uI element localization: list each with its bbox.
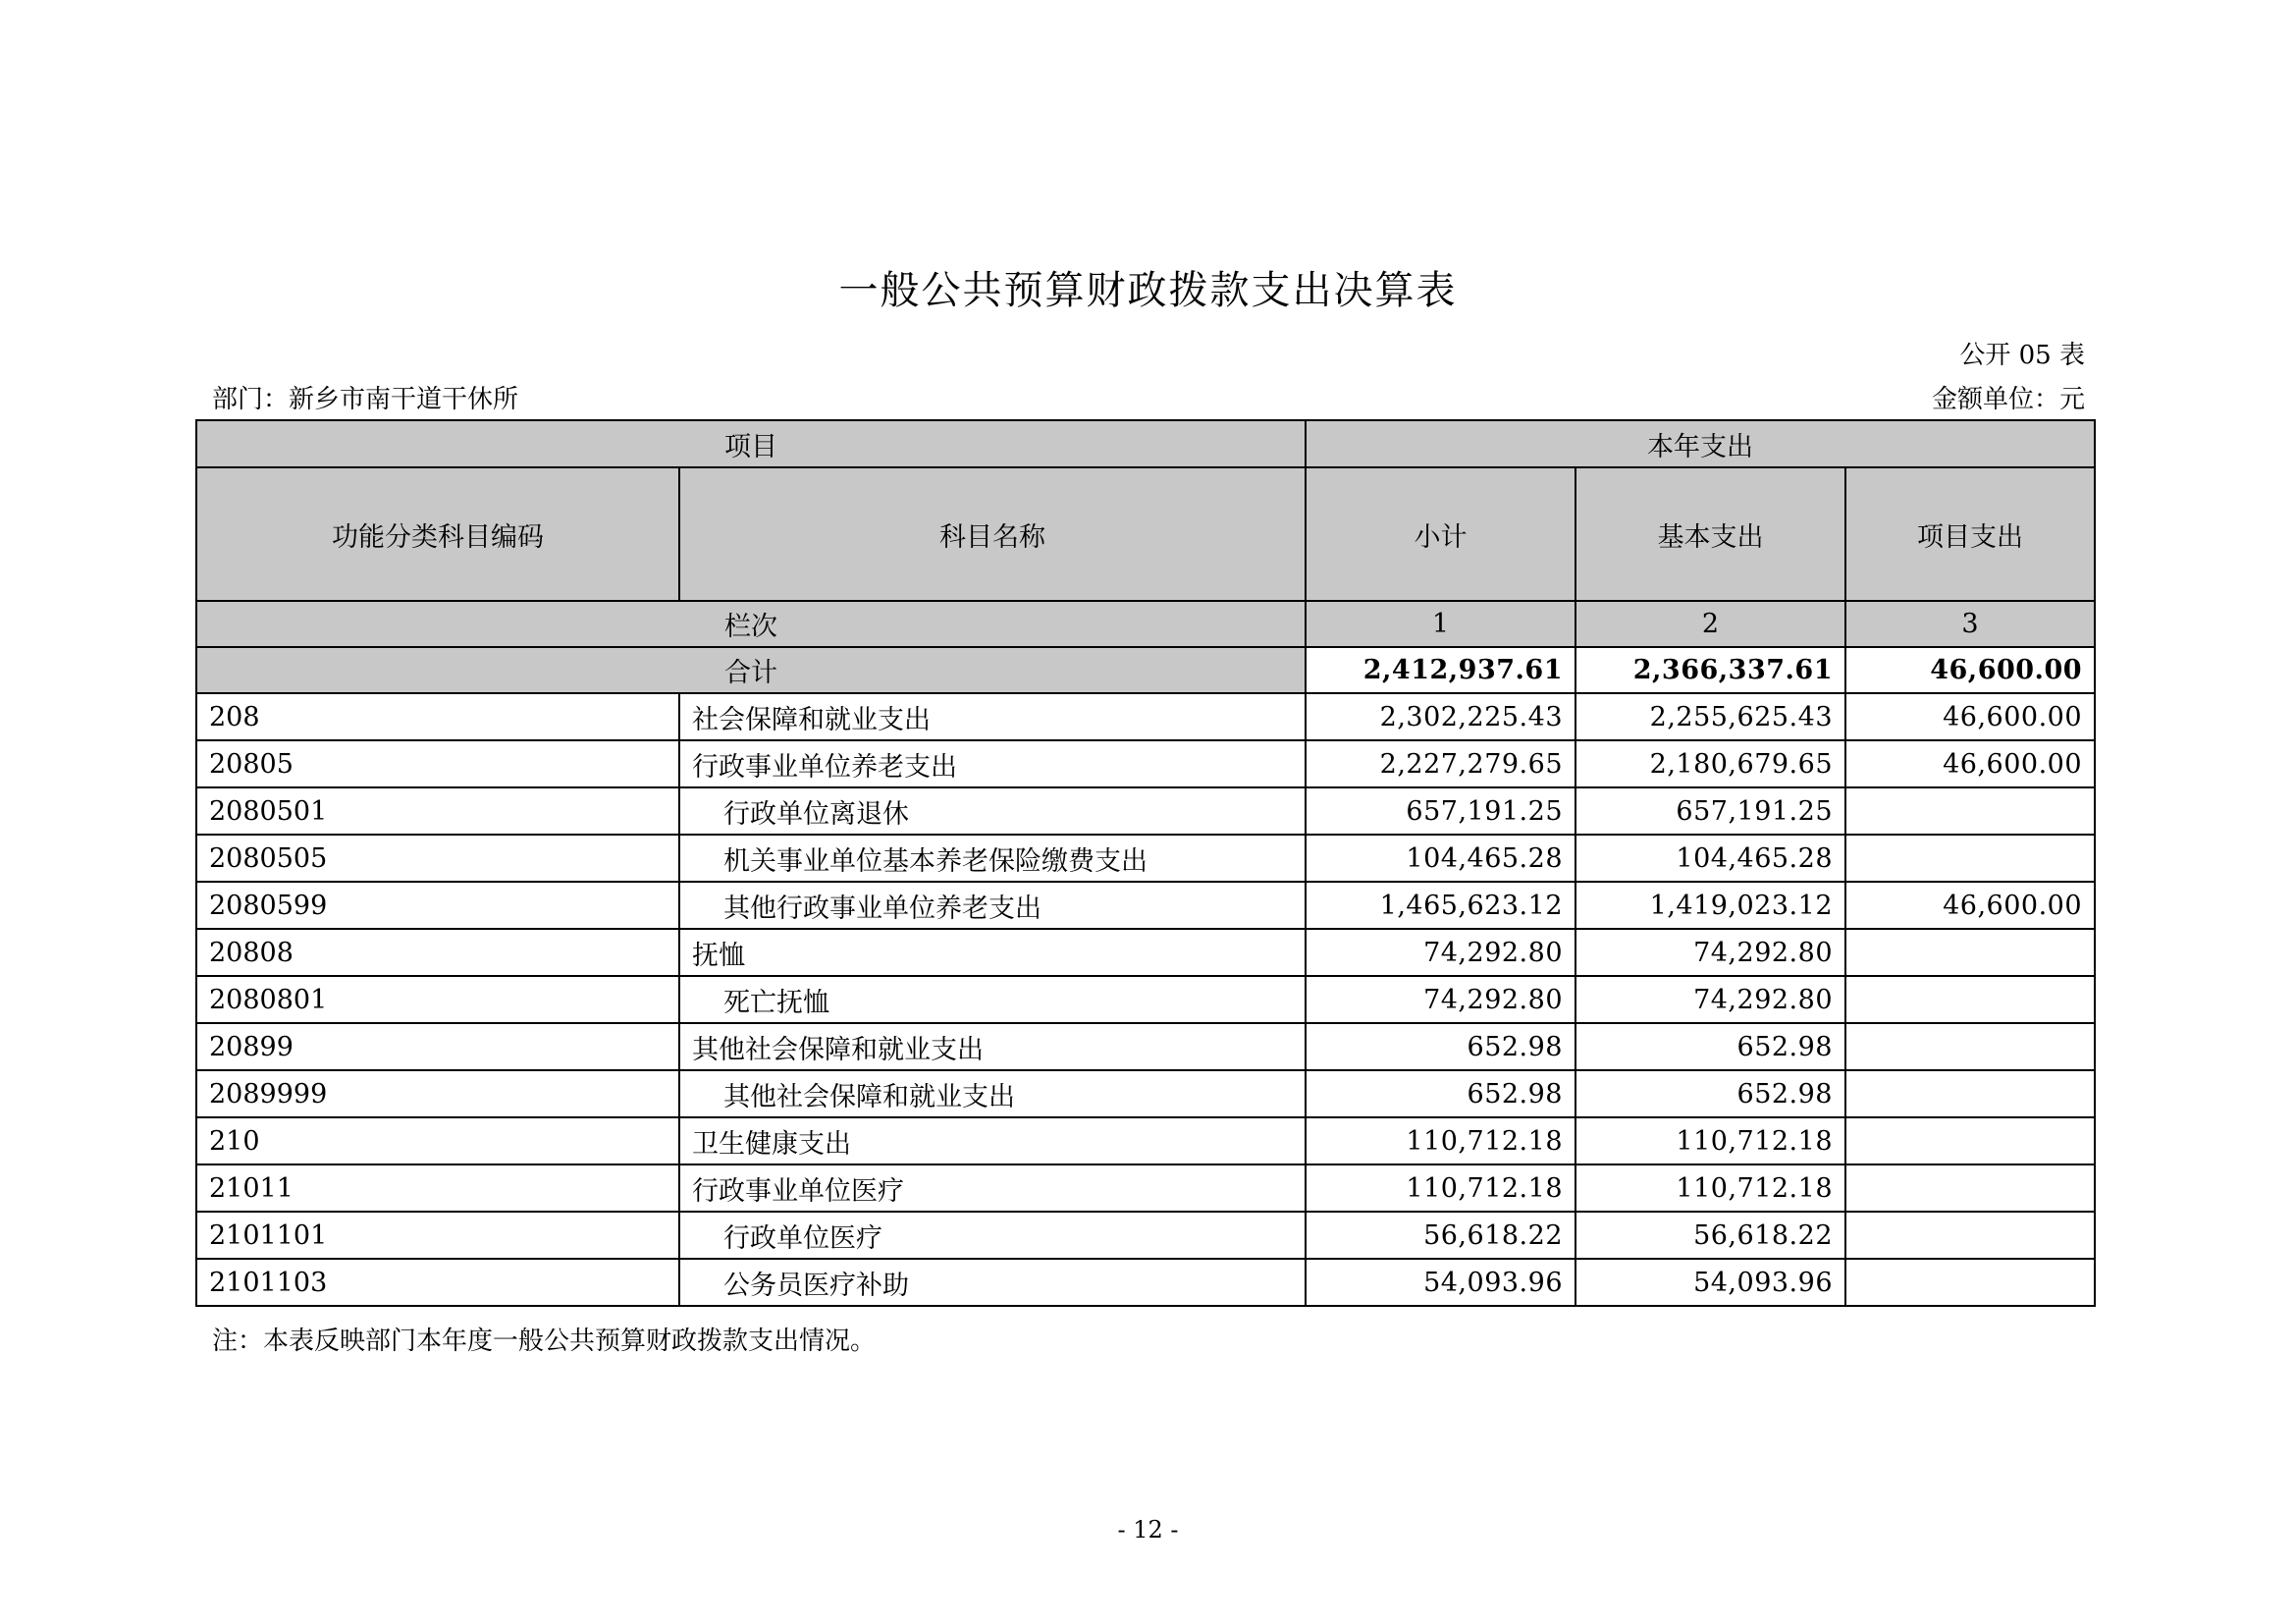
code-cell: 2080501: [196, 787, 679, 835]
basic-expenditure-cell: 104,465.28: [1575, 835, 1845, 882]
code-cell: 2080801: [196, 976, 679, 1023]
code-cell: 2080505: [196, 835, 679, 882]
project-expenditure-cell: 46,600.00: [1845, 693, 2095, 740]
code-cell: 20805: [196, 740, 679, 787]
code-cell: 208: [196, 693, 679, 740]
subject-name-cell: 其他社会保障和就业支出: [679, 1023, 1306, 1070]
department-label: 部门：新乡市南干道干休所: [212, 385, 519, 414]
subtotal-cell: 54,093.96: [1306, 1259, 1575, 1306]
code-cell: 20899: [196, 1023, 679, 1070]
table-row: [196, 929, 2095, 976]
project-expenditure-cell: [1845, 1212, 2095, 1259]
basic-expenditure-cell: 74,292.80: [1575, 929, 1845, 976]
subject-name-cell: 公务员医疗补助: [679, 1259, 1306, 1306]
subject-name-cell: 卫生健康支出: [679, 1117, 1306, 1164]
project-expenditure-cell: 46,600.00: [1845, 740, 2095, 787]
basic-expenditure-cell: 1,419,023.12: [1575, 882, 1845, 929]
basic-expenditure-cell: 110,712.18: [1575, 1164, 1845, 1212]
basic-expenditure-cell: 657,191.25: [1575, 787, 1845, 835]
subtotal-cell: 2,227,279.65: [1306, 740, 1575, 787]
header-column-1: 1: [1306, 601, 1575, 647]
code-cell: 2101101: [196, 1212, 679, 1259]
project-expenditure-cell: [1845, 787, 2095, 835]
subject-name-cell: 行政单位医疗: [679, 1212, 1306, 1259]
subject-name-cell: 抚恤: [679, 929, 1306, 976]
subtotal-cell: 657,191.25: [1306, 787, 1575, 835]
header-project: 项目: [196, 420, 1306, 467]
subtotal-cell: 110,712.18: [1306, 1164, 1575, 1212]
project-expenditure-cell: [1845, 1259, 2095, 1306]
total-basic: 2,366,337.61: [1575, 647, 1845, 693]
subtotal-cell: 652.98: [1306, 1023, 1575, 1070]
code-cell: 2101103: [196, 1259, 679, 1306]
page-title: 一般公共预算财政拨款支出决算表: [838, 268, 1458, 313]
table-row: [196, 835, 2095, 882]
subtotal-cell: 1,465,623.12: [1306, 882, 1575, 929]
subject-name-cell: 其他社会保障和就业支出: [679, 1070, 1306, 1117]
code-cell: 2080599: [196, 882, 679, 929]
basic-expenditure-cell: 652.98: [1575, 1023, 1845, 1070]
table-row: [196, 1070, 2095, 1117]
subject-name-cell: 行政单位离退休: [679, 787, 1306, 835]
amount-unit-label: 金额单位：元: [1931, 385, 2085, 414]
subtotal-cell: 74,292.80: [1306, 929, 1575, 976]
subject-name-cell: 其他行政事业单位养老支出: [679, 882, 1306, 929]
header-project-expenditure: 项目支出: [1845, 467, 2095, 601]
subject-name-cell: 行政事业单位医疗: [679, 1164, 1306, 1212]
page-number: - 12 -: [1117, 1516, 1179, 1543]
total-row: [196, 647, 2095, 693]
table-row: [196, 882, 2095, 929]
total-label: 合计: [196, 647, 1306, 693]
header-current-year-expenditure: 本年支出: [1306, 420, 2095, 467]
subtotal-cell: 104,465.28: [1306, 835, 1575, 882]
code-cell: 20808: [196, 929, 679, 976]
basic-expenditure-cell: 652.98: [1575, 1070, 1845, 1117]
table-row: [196, 1212, 2095, 1259]
table-row: [196, 1117, 2095, 1164]
header-column-3: 3: [1845, 601, 2095, 647]
form-number: 公开 05 表: [1959, 341, 2085, 370]
table-note: 注：本表反映部门本年度一般公共预算财政拨款支出情况。: [212, 1326, 877, 1356]
subtotal-cell: 110,712.18: [1306, 1117, 1575, 1164]
table-row: [196, 740, 2095, 787]
header-basic-expenditure: 基本支出: [1575, 467, 1845, 601]
project-expenditure-cell: [1845, 1164, 2095, 1212]
header-column-2: 2: [1575, 601, 1845, 647]
project-expenditure-cell: [1845, 835, 2095, 882]
subtotal-cell: 56,618.22: [1306, 1212, 1575, 1259]
table-row: [196, 976, 2095, 1023]
table-row: [196, 1164, 2095, 1212]
table-row: [196, 787, 2095, 835]
subject-name-cell: 死亡抚恤: [679, 976, 1306, 1023]
total-subtotal: 2,412,937.61: [1306, 647, 1575, 693]
header-function-code: 功能分类科目编码: [196, 467, 679, 601]
basic-expenditure-cell: 110,712.18: [1575, 1117, 1845, 1164]
basic-expenditure-cell: 74,292.80: [1575, 976, 1845, 1023]
subtotal-cell: 652.98: [1306, 1070, 1575, 1117]
project-expenditure-cell: [1845, 1117, 2095, 1164]
basic-expenditure-cell: 56,618.22: [1575, 1212, 1845, 1259]
subject-name-cell: 机关事业单位基本养老保险缴费支出: [679, 835, 1306, 882]
subtotal-cell: 74,292.80: [1306, 976, 1575, 1023]
basic-expenditure-cell: 2,255,625.43: [1575, 693, 1845, 740]
subtotal-cell: 2,302,225.43: [1306, 693, 1575, 740]
total-project: 46,600.00: [1845, 647, 2095, 693]
code-cell: 210: [196, 1117, 679, 1164]
expenditure-table: [195, 419, 2096, 1307]
code-cell: 2089999: [196, 1070, 679, 1117]
project-expenditure-cell: [1845, 976, 2095, 1023]
project-expenditure-cell: [1845, 1070, 2095, 1117]
subject-name-cell: 行政事业单位养老支出: [679, 740, 1306, 787]
table-row: [196, 693, 2095, 740]
project-expenditure-cell: 46,600.00: [1845, 882, 2095, 929]
subject-name-cell: 社会保障和就业支出: [679, 693, 1306, 740]
basic-expenditure-cell: 54,093.96: [1575, 1259, 1845, 1306]
basic-expenditure-cell: 2,180,679.65: [1575, 740, 1845, 787]
project-expenditure-cell: [1845, 929, 2095, 976]
project-expenditure-cell: [1845, 1023, 2095, 1070]
header-subject-name: 科目名称: [679, 467, 1306, 601]
table-row: [196, 1259, 2095, 1306]
table-row: [196, 1023, 2095, 1070]
header-subtotal: 小计: [1306, 467, 1575, 601]
header-column-number-label: 栏次: [196, 601, 1306, 647]
code-cell: 21011: [196, 1164, 679, 1212]
